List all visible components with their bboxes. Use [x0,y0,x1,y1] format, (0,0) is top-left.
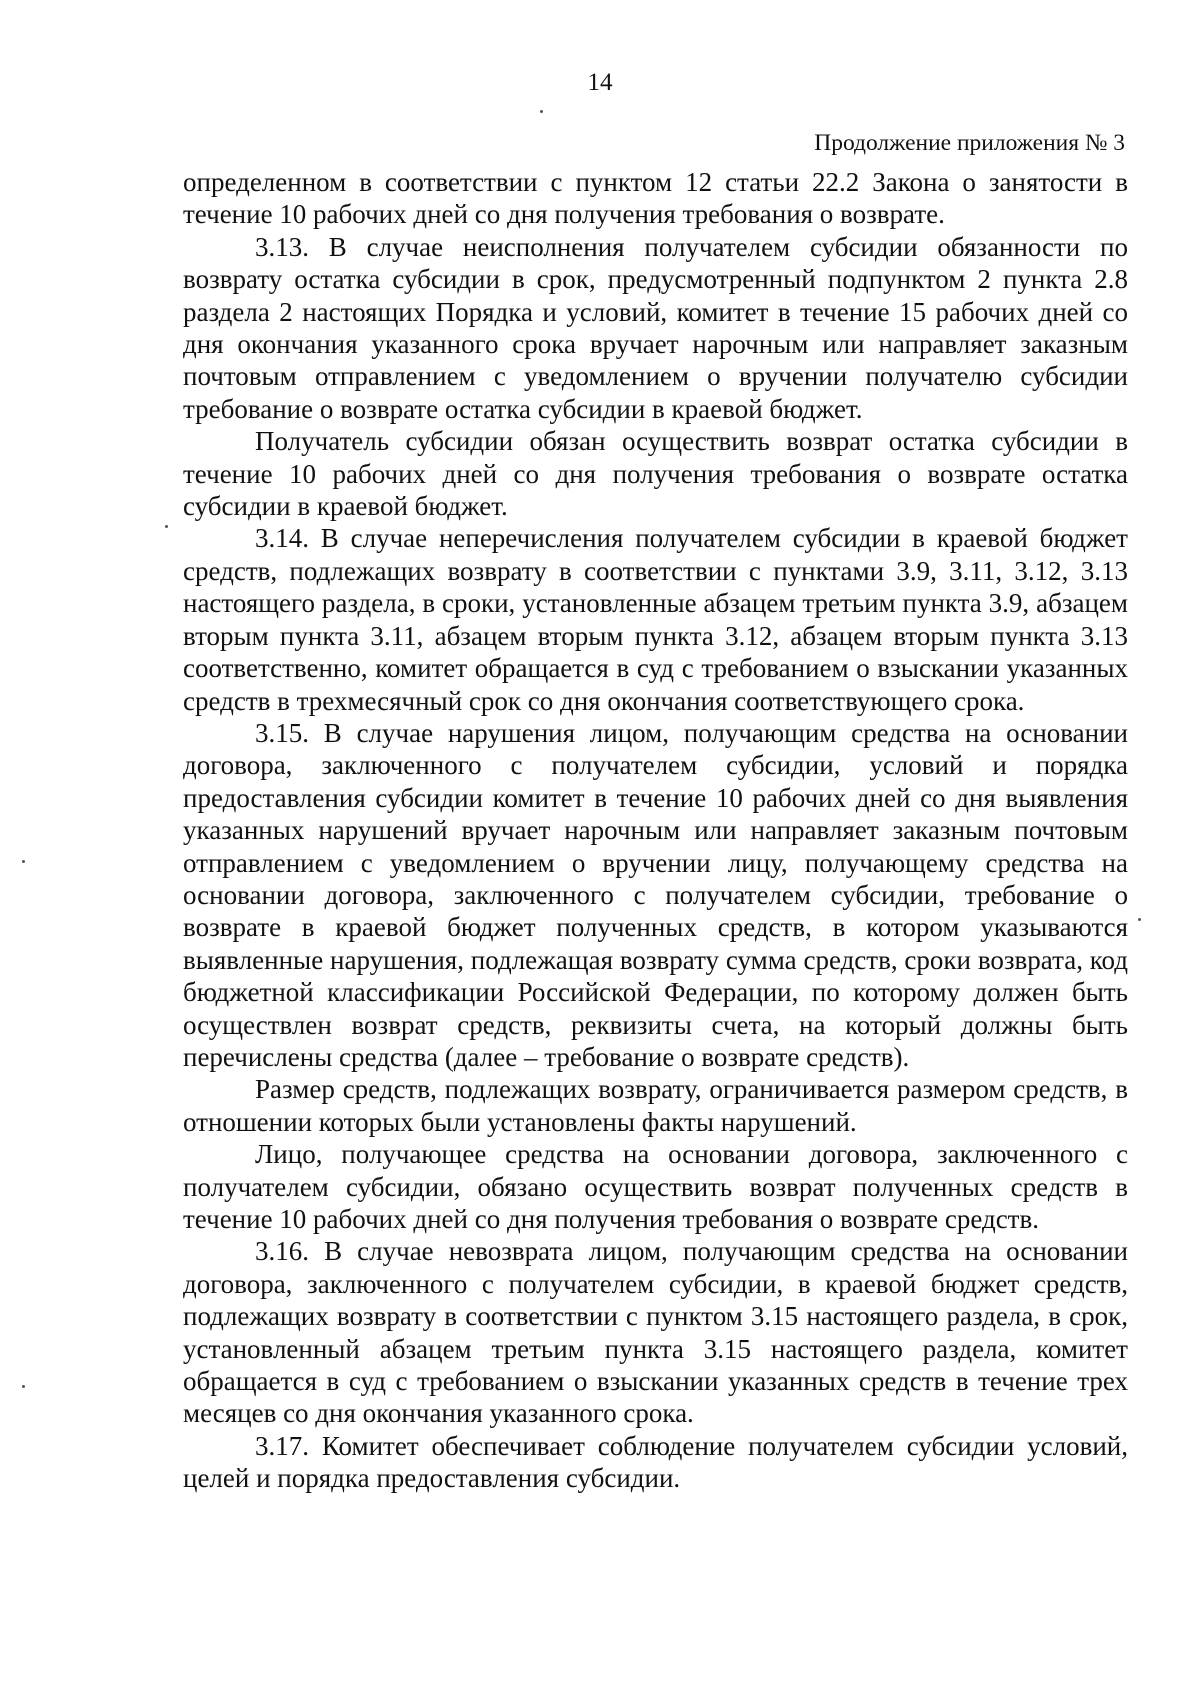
paragraph-continuation: определенном в соответствии с пунктом 12 статьи 22.2 Закона о занятости в течение 10 рабочих дней со дня получения требования о возврате. [183,167,1128,230]
paragraph-3-14: 3.14. В случае неперечисления получателем субсидии в краевой бюджет средств, подлежащих возврату в соответствии с пунктами 3.9, 3.11, 3.12, 3.13 настоящего раздела, в сроки, установленные абзацем третьим пункта 3.9, абзацем вторым пункта 3.11, абзацем вторым пункта 3.12, абзацем вторым пункта 3.13 соответственно, комитет обращается в суд с требованием о взыскании указанных средств в трехмесячный срок со дня окончания соответствующего срока. [183,523,1128,716]
paragraph-3-15-obligation: Лицо, получающее средства на основании договора, заключенного с получателем субсидии, обязано осуществить возврат полученных средств в течение 10 рабочих дней со дня получения требования о возврате средств. [183,1139,1128,1234]
paragraph-3-13-obligation: Получатель субсидии обязан осуществить возврат остатка субсидии в течение 10 рабочих дней со дня получения требования о возврате остатка субсидии в краевой бюджет. [183,426,1128,522]
scan-speck [1138,918,1141,921]
scan-speck [165,525,168,528]
paragraph-3-15: 3.15. В случае нарушения лицом, получающим средства на основании договора, заключенного с получателем субсидии, условий и порядка предоставления субсидии комитет в течение 10 рабочих дней со дня выявления указанных нарушений вручает нарочным или направляет заказным почтовым отправлением с уведомлением о вручении лицу, получающему средства на основании договора, заключенного с получателем субсидии, требование о возврате в краевой бюджет полученных средств, в котором указываются выявленные нарушения, подлежащая возврату сумма средств, сроки возврата, код бюджетной классификации Российской Федерации, по которому должен быть осуществлен возврат средств, реквизиты счета, на который должны быть перечислены средства (далее – требование о возврате средств). [183,717,1128,1072]
scan-speck [22,1385,25,1388]
paragraph-3-13: 3.13. В случае неисполнения получателем субсидии обязанности по возврату остатка субсидии в срок, предусмотренный подпунктом 2 пункта 2.8 раздела 2 настоящих Порядка и условий, комитет в течение 15 рабочих дней со дня окончания указанного срока вручает нарочным или направляет заказным почтовым отправлением с уведомлением о вручении получателю субсидии требование о возврате остатка субсидии в краевой бюджет. [183,231,1128,424]
scan-speck [540,110,543,113]
paragraph-3-17: 3.17. Комитет обеспечивает соблюдение получателем субсидии условий, целей и порядка предоставления субсидии. [183,1430,1128,1494]
scan-speck [22,860,25,863]
document-body [183,166,1128,1495]
page-number: 14 [587,69,613,96]
appendix-continuation-note: Продолжение приложения № 3 [814,130,1125,156]
paragraph-3-15-amount: Размер средств, подлежащих возврату, ограничивается размером средств, в отношении которых были установлены факты нарушений. [183,1074,1128,1137]
paragraph-3-16: 3.16. В случае невозврата лицом, получающим средства на основании договора, заключенного с получателем субсидии, в краевой бюджет средств, подлежащих возврату в соответствии с пунктом 3.15 настоящего раздела, в срок, установленный абзацем третьим пункта 3.15 настоящего раздела, комитет обращается в суд с требованием о взыскании указанных средств в течение трех месяцев со дня окончания указанного срока. [183,1236,1128,1429]
